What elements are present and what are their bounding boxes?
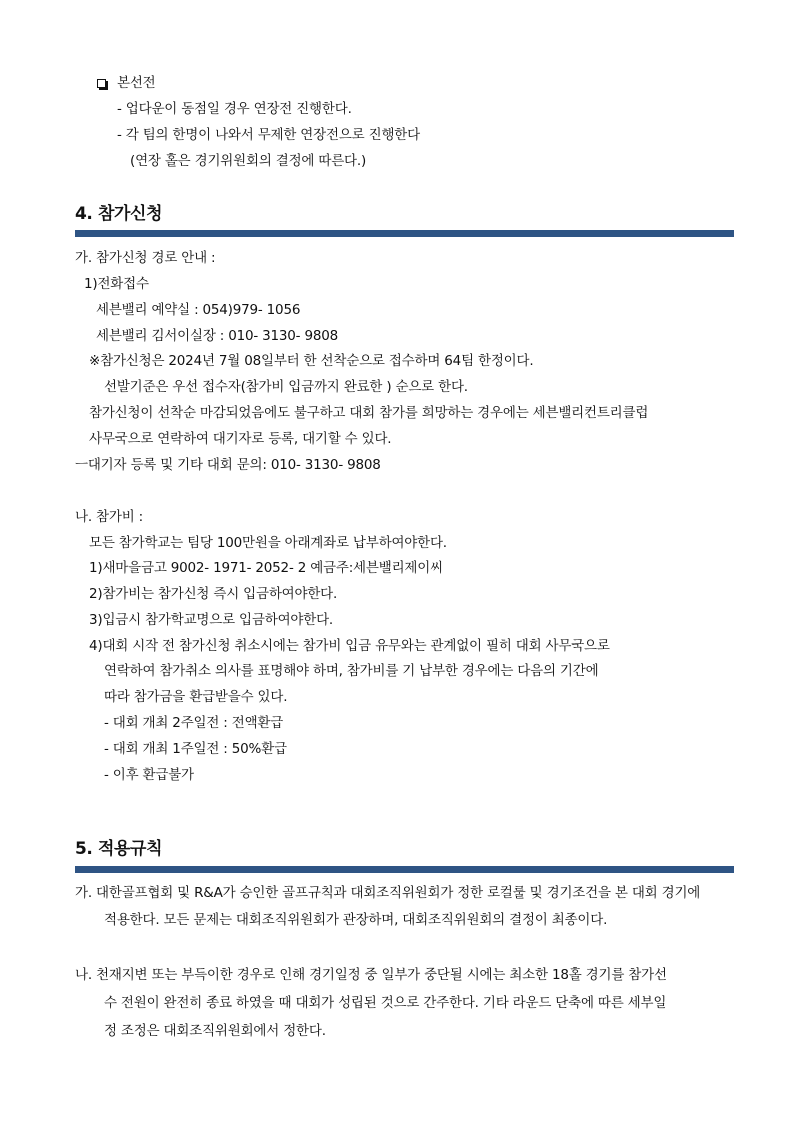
text-line: - 각 팀의 한명이 나와서 무제한 연장전으로 진행한다	[117, 127, 420, 143]
section-title-finals: 본선전	[117, 75, 156, 91]
text-line: 사무국으로 연락하여 대기자로 등록, 대기할 수 있다.	[89, 431, 392, 447]
text-line: ※참가신청은 2024년 7월 08일부터 한 선착순으로 접수하며 64팀 한정이다.	[89, 353, 534, 369]
text-line: ㅡ대기자 등록 및 기타 대회 문의: 010- 3130- 9808	[75, 457, 381, 473]
text-line: 2)참가비는 참가신청 즉시 입금하여야한다.	[89, 586, 338, 602]
text-line: 나. 참가비 :	[75, 509, 143, 525]
checkbox-bullet-icon	[97, 79, 106, 88]
text-line: 따라 참가금을 환급받을수 있다.	[104, 689, 288, 705]
text-line: 세븐밸리 김서이실장 : 010- 3130- 9808	[96, 328, 338, 344]
text-line: (연장 홀은 경기위원회의 결정에 따른다.)	[130, 153, 367, 169]
text-line: 참가신청이 선착순 마감되었음에도 불구하고 대회 참가를 희망하는 경우에는 세븐밸리컨트리클럽	[89, 405, 649, 421]
text-line: 나. 천재지변 또는 부득이한 경우로 인해 경기일정 중 일부가 중단될 시에는 최소한 18홀 경기를 참가선	[75, 967, 667, 983]
text-line: 세븐밸리 예약실 : 054)979- 1056	[96, 302, 301, 318]
text-line: - 대회 개최 2주일전 : 전액환급	[104, 715, 284, 731]
section-divider	[75, 230, 734, 237]
section-heading-5: 5. 적용규칙	[75, 839, 163, 859]
text-line: 정 조정은 대회조직위원회에서 정한다.	[104, 1023, 326, 1039]
text-line: 1)전화접수	[84, 276, 149, 292]
text-line: 4)대회 시작 전 참가신청 취소시에는 참가비 입금 유무와는 관계없이 필히 대회 사무국으로	[89, 638, 610, 654]
section-divider	[75, 866, 734, 873]
text-line: 3)입금시 참가학교명으로 입금하여야한다.	[89, 612, 334, 628]
text-line: 가. 참가신청 경로 안내 :	[75, 250, 216, 266]
text-line: 수 전원이 완전히 종료 하였을 때 대회가 성립된 것으로 간주한다. 기타 라운드 단축에 따른 세부일	[104, 995, 667, 1011]
text-line: - 업다운이 동점일 경우 연장전 진행한다.	[117, 101, 352, 117]
text-line: - 대회 개최 1주일전 : 50%환급	[104, 741, 287, 757]
text-line: - 이후 환급불가	[104, 767, 194, 783]
text-line: 가. 대한골프협회 및 R&A가 승인한 골프규칙과 대회조직위원회가 정한 로컬룰 및 경기조건을 본 대회 경기에	[75, 885, 701, 901]
text-line: 적용한다. 모든 문제는 대회조직위원회가 관장하며, 대회조직위원회의 결정이 최종이다.	[104, 912, 608, 928]
section-heading-4: 4. 참가신청	[75, 204, 163, 224]
text-line: 모든 참가학교는 팀당 100만원을 아래계좌로 납부하여야한다.	[89, 535, 447, 551]
text-line: 연락하여 참가취소 의사를 표명해야 하며, 참가비를 기 납부한 경우에는 다음의 기간에	[104, 663, 599, 679]
text-line: 선발기준은 우선 접수자(참가비 입금까지 완료한 ) 순으로 한다.	[104, 379, 468, 395]
text-line: 1)새마을금고 9002- 1971- 2052- 2 예금주:세븐밸리제이씨	[89, 560, 443, 576]
